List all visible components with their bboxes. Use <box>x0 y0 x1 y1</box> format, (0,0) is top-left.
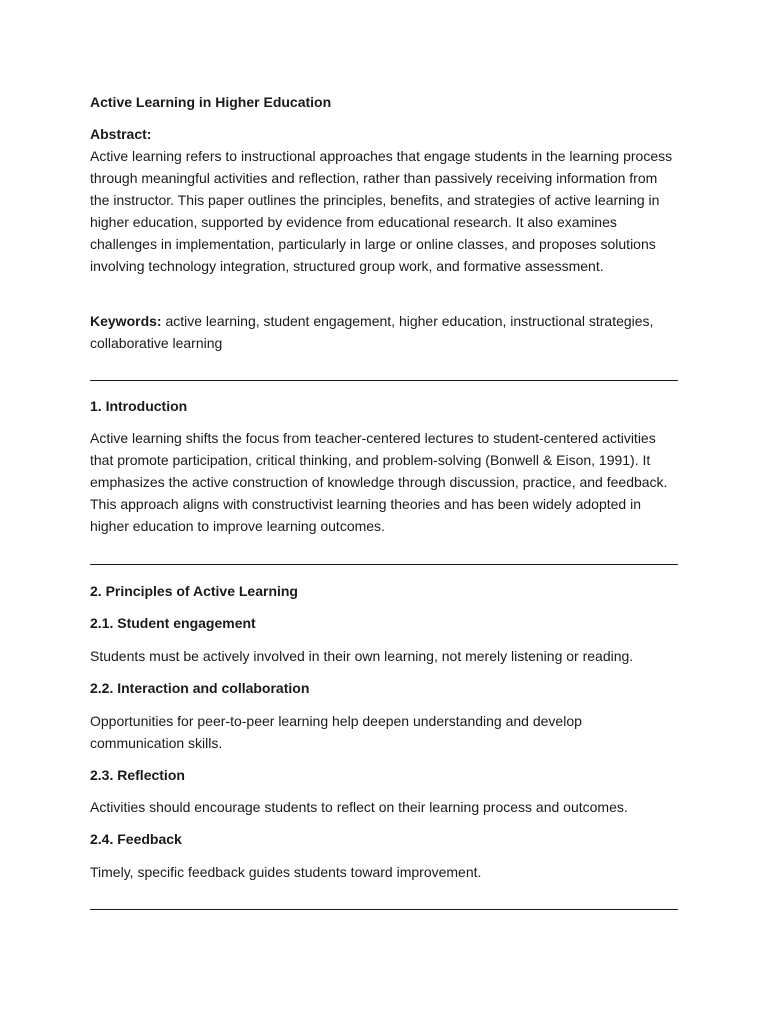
subsection-heading: 2.2. Interaction and collaboration <box>90 680 310 696</box>
paper-title: Active Learning in Higher Education <box>90 94 332 110</box>
subsection-heading: 2.4. Feedback <box>90 831 182 847</box>
subsection-heading: 2.1. Student engagement <box>90 615 256 631</box>
subsection-text: Timely, specific feedback guides students toward improvement. <box>90 864 482 880</box>
section-divider <box>90 380 678 381</box>
keywords-label: Keywords: <box>90 313 162 329</box>
introduction-heading: 1. Introduction <box>90 398 188 414</box>
subsection-text: Opportunities for peer-to-peer learning help deepen understanding and develop communication skills. <box>90 713 582 751</box>
introduction-text: Active learning shifts the focus from teacher-centered lectures to student-centered activities that promote participation, critical thinking, and problem-solving (Bonwell & Eison, 1991). It emphasizes the active construction of knowledge through discussion, practice, and feedback. This approach aligns with constructivist learning theories and has been widely adopted in higher education to improve learning outcomes. <box>90 430 668 534</box>
subsection-text: Activities should encourage students to reflect on their learning process and outcomes. <box>90 799 628 815</box>
section-divider <box>90 564 678 565</box>
abstract-label: Abstract: <box>90 126 152 142</box>
subsection-heading: 2.3. Reflection <box>90 767 185 783</box>
subsection-text: Students must be actively involved in their own learning, not merely listening or reading. <box>90 648 634 664</box>
section-divider <box>90 909 678 910</box>
keywords-text: active learning, student engagement, higher education, instructional strategies, collaborative learning <box>90 313 654 351</box>
principles-heading: 2. Principles of Active Learning <box>90 583 298 599</box>
abstract-text: Active learning refers to instructional approaches that engage students in the learning process through meaningful activities and reflection, rather than passively receiving information from the instructor. This paper outlines the principles, benefits, and strategies of active learning in higher education, supported by evidence from educational research. It also examines challenges in implementation, particularly in large or online classes, and proposes solutions involving technology integration, structured group work, and formative assessment. <box>90 148 673 274</box>
keywords-paragraph <box>90 310 678 354</box>
